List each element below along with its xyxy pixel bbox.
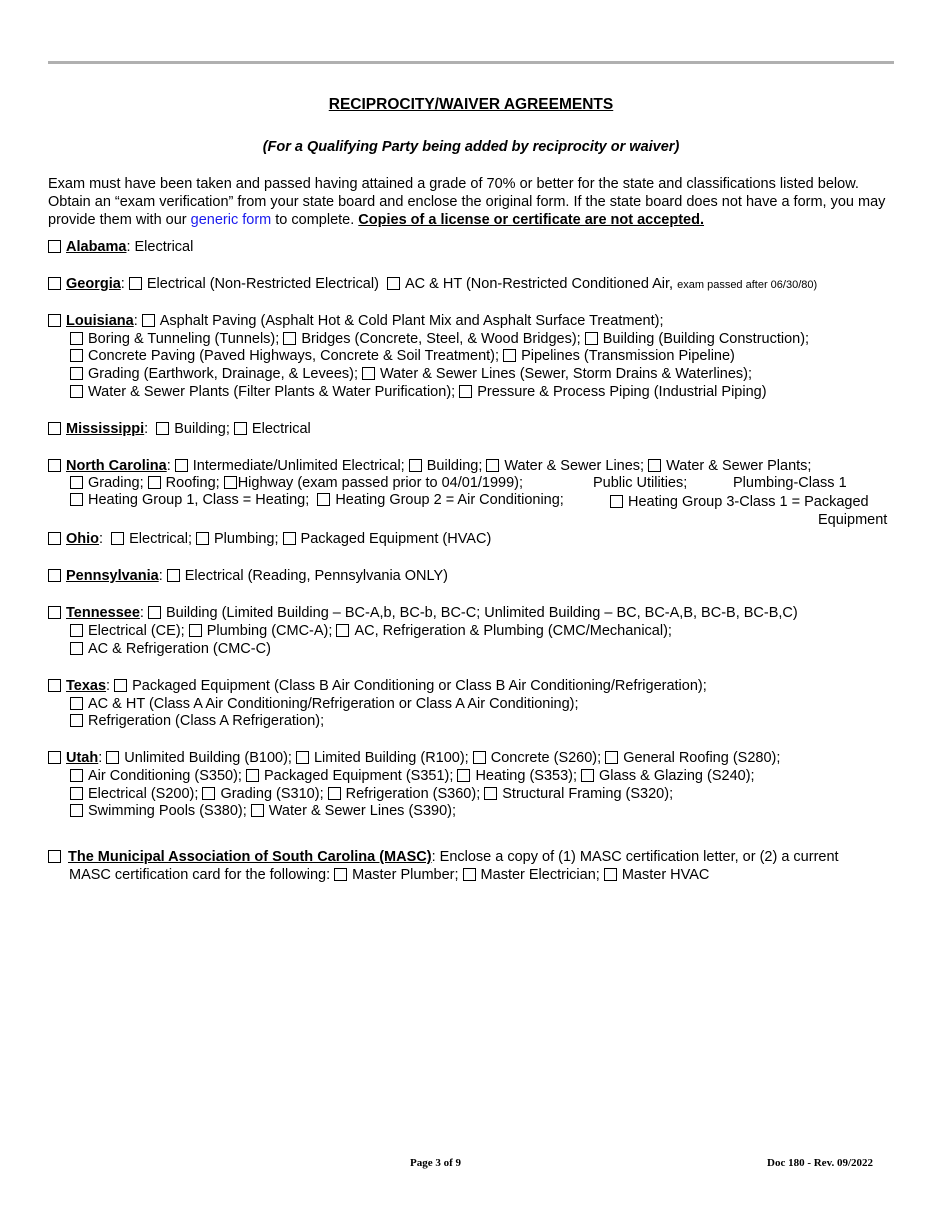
masc-item-checkbox[interactable] bbox=[334, 868, 347, 881]
tn-item-checkbox[interactable] bbox=[148, 606, 161, 619]
louisiana-checkbox[interactable] bbox=[48, 314, 61, 327]
ut-item-checkbox[interactable] bbox=[106, 751, 119, 764]
tx-item-checkbox[interactable] bbox=[70, 714, 83, 727]
mississippi-electrical-checkbox[interactable] bbox=[234, 422, 247, 435]
ohio-checkbox[interactable] bbox=[48, 532, 61, 545]
texas-line-3: Refrigeration (Class A Refrigeration); bbox=[70, 712, 324, 730]
ut-item-checkbox[interactable] bbox=[70, 804, 83, 817]
tn-item-checkbox[interactable] bbox=[336, 624, 349, 637]
louisiana-item-checkbox[interactable] bbox=[142, 314, 155, 327]
georgia-checkbox[interactable] bbox=[48, 277, 61, 290]
north-carolina-checkbox[interactable] bbox=[48, 459, 61, 472]
louisiana-item-checkbox[interactable] bbox=[503, 349, 516, 362]
nc-item-checkbox[interactable] bbox=[409, 459, 422, 472]
masc-checkbox[interactable] bbox=[48, 850, 61, 863]
ut-item-checkbox[interactable] bbox=[251, 804, 264, 817]
texas-checkbox[interactable] bbox=[48, 679, 61, 692]
ut-item-checkbox[interactable] bbox=[202, 787, 215, 800]
utah-checkbox[interactable] bbox=[48, 751, 61, 764]
nc-item-checkbox[interactable] bbox=[648, 459, 661, 472]
ut-item-checkbox[interactable] bbox=[473, 751, 486, 764]
page-number: Page 3 of 9 bbox=[410, 1157, 462, 1169]
louisiana-item-checkbox[interactable] bbox=[70, 367, 83, 380]
top-rule bbox=[48, 61, 894, 64]
nc-item-checkbox[interactable] bbox=[317, 493, 330, 506]
georgia-electrical-checkbox[interactable] bbox=[129, 277, 142, 290]
nc-item-checkbox[interactable] bbox=[70, 493, 83, 506]
ut-item-checkbox[interactable] bbox=[296, 751, 309, 764]
tennessee-checkbox[interactable] bbox=[48, 606, 61, 619]
north-carolina-line-3: Heating Group 1, Class = Heating; Heating Group 2 = Air Conditioning; bbox=[70, 491, 564, 509]
nc-plumbing-class: Plumbing-Class 1 bbox=[733, 475, 847, 491]
nc-item-checkbox[interactable] bbox=[610, 495, 623, 508]
pennsylvania-item-checkbox[interactable] bbox=[167, 569, 180, 582]
louisiana-item-checkbox[interactable] bbox=[70, 349, 83, 362]
ut-item-checkbox[interactable] bbox=[246, 769, 259, 782]
utah-line-2: Air Conditioning (S350); Packaged Equipment (S351); Heating (S353); Glass & Glazing (S240); bbox=[70, 767, 755, 785]
georgia-acht-checkbox[interactable] bbox=[387, 277, 400, 290]
north-carolina-row: North Carolina: Intermediate/Unlimited Electrical; Building; Water & Sewer Lines; Water & Sewer Plants; bbox=[48, 457, 811, 475]
pennsylvania-row: Pennsylvania: Electrical (Reading, Pennsylvania ONLY) bbox=[48, 567, 448, 585]
ohio-item-checkbox[interactable] bbox=[283, 532, 296, 545]
nc-item-checkbox[interactable] bbox=[224, 476, 237, 489]
louisiana-item-checkbox[interactable] bbox=[283, 332, 296, 345]
texas-row: Texas: Packaged Equipment (Class B Air Conditioning or Class B Air Conditioning/Refrigeration); bbox=[48, 677, 707, 695]
ut-item-checkbox[interactable] bbox=[328, 787, 341, 800]
nc-equipment: Equipment bbox=[818, 512, 888, 528]
louisiana-item-checkbox[interactable] bbox=[70, 332, 83, 345]
ut-item-checkbox[interactable] bbox=[484, 787, 497, 800]
nc-item-checkbox[interactable] bbox=[148, 476, 161, 489]
louisiana-item-checkbox[interactable] bbox=[585, 332, 598, 345]
louisiana-row: Louisiana: Asphalt Paving (Asphalt Hot & Cold Plant Mix and Asphalt Surface Treatment); bbox=[48, 312, 663, 330]
nc-item-checkbox[interactable] bbox=[486, 459, 499, 472]
tx-item-checkbox[interactable] bbox=[114, 679, 127, 692]
tennessee-line-3: AC & Refrigeration (CMC-C) bbox=[70, 640, 271, 658]
utah-line-4: Swimming Pools (S380); Water & Sewer Lines (S390); bbox=[70, 802, 456, 820]
texas-line-2: AC & HT (Class A Air Conditioning/Refrigeration or Class A Air Conditioning); bbox=[70, 695, 579, 713]
georgia-row: Georgia: Electrical (Non-Restricted Electrical) AC & HT (Non-Restricted Conditioned Air, exam passed after 06/30/80) bbox=[48, 275, 817, 294]
page-title: RECIPROCITY/WAIVER AGREEMENTS bbox=[328, 96, 614, 113]
nc-item-checkbox[interactable] bbox=[175, 459, 188, 472]
louisiana-line-4: Grading (Earthwork, Drainage, & Levees); Water & Sewer Lines (Sewer, Storm Drains & Waterlines); bbox=[70, 365, 752, 383]
louisiana-item-checkbox[interactable] bbox=[362, 367, 375, 380]
north-carolina-line-2: Grading; Roofing; Highway (exam passed prior to 04/01/1999); bbox=[70, 474, 523, 492]
doc-revision: Doc 180 - Rev. 09/2022 bbox=[767, 1157, 874, 1169]
ut-item-checkbox[interactable] bbox=[581, 769, 594, 782]
ut-item-checkbox[interactable] bbox=[605, 751, 618, 764]
ut-item-checkbox[interactable] bbox=[70, 787, 83, 800]
ohio-item-checkbox[interactable] bbox=[196, 532, 209, 545]
mississippi-building-checkbox[interactable] bbox=[156, 422, 169, 435]
masc-row: The Municipal Association of South Carolina (MASC): Enclose a copy of (1) MASC certification letter, or (2) a current bbox=[48, 848, 839, 866]
tx-item-checkbox[interactable] bbox=[70, 697, 83, 710]
nc-heating-group-3: Heating Group 3-Class 1 = Packaged bbox=[610, 493, 869, 511]
louisiana-item-checkbox[interactable] bbox=[459, 385, 472, 398]
louisiana-line-2: Boring & Tunneling (Tunnels); Bridges (Concrete, Steel, & Wood Bridges); Building (Building Construction); bbox=[70, 330, 809, 348]
tn-item-checkbox[interactable] bbox=[70, 642, 83, 655]
alabama-checkbox[interactable] bbox=[48, 240, 61, 253]
mississippi-checkbox[interactable] bbox=[48, 422, 61, 435]
masc-line-2: MASC certification card for the following: Master Plumber; Master Electrician; Master HVAC bbox=[69, 867, 710, 883]
ut-item-checkbox[interactable] bbox=[457, 769, 470, 782]
louisiana-item-checkbox[interactable] bbox=[70, 385, 83, 398]
ut-item-checkbox[interactable] bbox=[70, 769, 83, 782]
utah-row: Utah: Unlimited Building (B100); Limited Building (R100); Concrete (S260); General Roofing (S280); bbox=[48, 749, 780, 767]
generic-form-link[interactable]: generic form bbox=[190, 212, 272, 228]
louisiana-line-5: Water & Sewer Plants (Filter Plants & Water Purification); Pressure & Process Piping (Industrial Piping) bbox=[70, 383, 767, 401]
nc-item-checkbox[interactable] bbox=[70, 476, 83, 489]
ohio-item-checkbox[interactable] bbox=[111, 532, 124, 545]
louisiana-line-3: Concrete Paving (Paved Highways, Concrete & Soil Treatment); Pipelines (Transmission Pipeline) bbox=[70, 347, 735, 365]
ohio-row: Ohio: Electrical; Plumbing; Packaged Equipment (HVAC) bbox=[48, 530, 491, 548]
page-subtitle: (For a Qualifying Party being added by reciprocity or waiver) bbox=[262, 139, 680, 155]
utah-line-3: Electrical (S200); Grading (S310); Refrigeration (S360); Structural Framing (S320); bbox=[70, 785, 673, 803]
intro-paragraph: Exam must have been taken and passed having attained a grade of 70% or better for the state and classifications listed below. Obtain an “exam verification” from your state board and enclose the original form. If the state board does not have a form, you may provide them with our generic form to complete. Copies of a license or certificate are not accepted. bbox=[48, 176, 886, 228]
pennsylvania-checkbox[interactable] bbox=[48, 569, 61, 582]
masc-item-checkbox[interactable] bbox=[604, 868, 617, 881]
tn-item-checkbox[interactable] bbox=[70, 624, 83, 637]
masc-item-checkbox[interactable] bbox=[463, 868, 476, 881]
tennessee-line-2: Electrical (CE); Plumbing (CMC-A); AC, Refrigeration & Plumbing (CMC/Mechanical); bbox=[70, 622, 672, 640]
mississippi-row: Mississippi: Building; Electrical bbox=[48, 420, 311, 438]
tennessee-row: Tennessee: Building (Limited Building – BC-A,b, BC-b, BC-C; Unlimited Building – BC, BC-A,B, BC-B, BC-B,C) bbox=[48, 604, 798, 622]
alabama-row: Alabama: Electrical bbox=[48, 238, 193, 256]
tn-item-checkbox[interactable] bbox=[189, 624, 202, 637]
nc-public-utilities: Public Utilities; bbox=[593, 475, 688, 491]
